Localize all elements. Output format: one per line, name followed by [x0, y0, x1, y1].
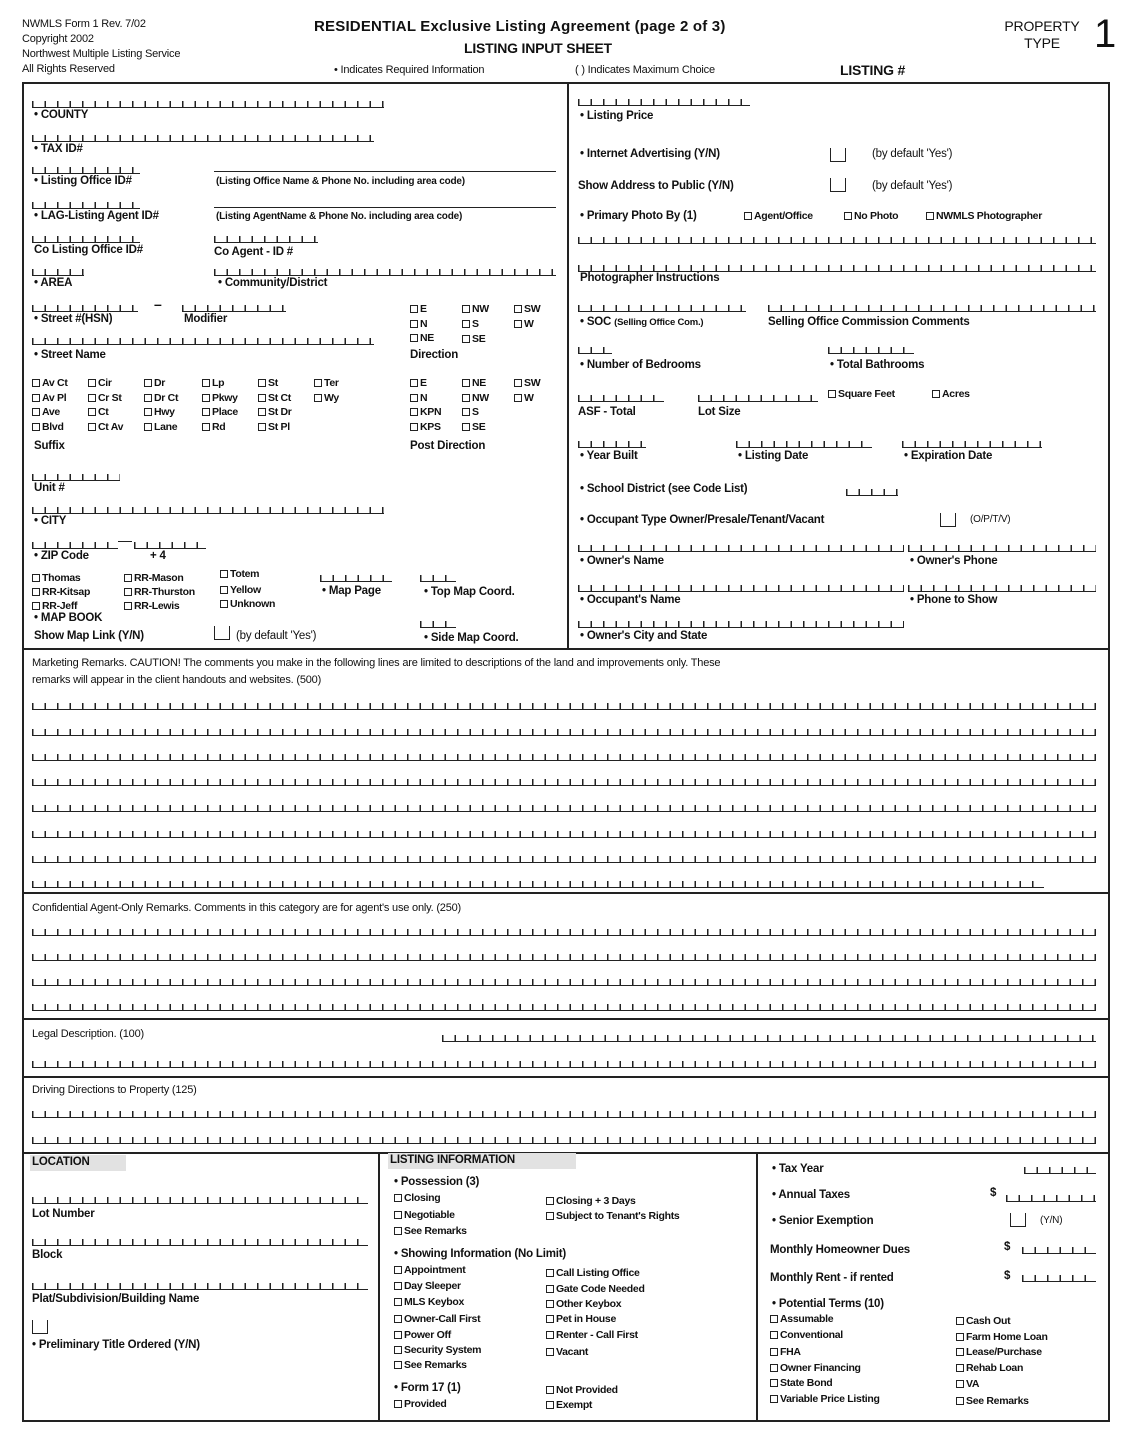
suffix-opt[interactable]: Wy	[314, 392, 339, 404]
column-divider	[756, 1152, 758, 1422]
suffix-opt[interactable]: Lp	[202, 377, 224, 389]
terms-opt[interactable]: Lease/Purchase	[956, 1346, 1042, 1358]
internet-input[interactable]	[830, 148, 846, 162]
post-direction-label: Post Direction	[410, 440, 486, 452]
listing-office-id-input[interactable]	[32, 158, 140, 174]
lag-name-label: (Listing AgentName & Phone No. including area code)	[216, 211, 463, 222]
map-page-label: • Map Page	[322, 585, 381, 597]
suffix-opt[interactable]: Place	[202, 406, 238, 418]
org-name: Northwest Multiple Listing Service	[22, 48, 181, 60]
showing-opt[interactable]: Vacant	[546, 1346, 588, 1358]
owner-city-input[interactable]	[578, 612, 904, 628]
soc-comments-label: Selling Office Commission Comments	[768, 316, 970, 328]
showing-opt[interactable]: Pet in House	[546, 1313, 616, 1325]
top-map-input[interactable]	[420, 566, 456, 582]
co-office-label: Co Listing Office ID#	[34, 244, 143, 256]
map-book-opt[interactable]: Unknown	[220, 598, 275, 610]
lag-name-line[interactable]	[214, 207, 556, 208]
year-built-input[interactable]	[578, 432, 646, 448]
show-map-input[interactable]	[214, 626, 230, 640]
zip-label: • ZIP Code	[34, 550, 89, 562]
possession-label: • Possession (3)	[394, 1176, 480, 1188]
phone-show-label: • Phone to Show	[910, 594, 998, 606]
bedrooms-label: • Number of Bedrooms	[580, 359, 701, 371]
map-book-opt[interactable]: RR-Jeff	[32, 600, 77, 612]
internet-default: (by default 'Yes')	[872, 148, 953, 160]
modifier-label: Modifier	[184, 313, 228, 325]
occupant-codes: (O/P/T/V)	[970, 514, 1011, 525]
sqft-opt[interactable]: Square Feet	[828, 388, 895, 400]
listing-info-heading: LISTING INFORMATION	[390, 1154, 516, 1166]
asf-label: ASF - Total	[578, 406, 636, 418]
rent-dollar: $	[1004, 1270, 1011, 1282]
owner-city-label: • Owner's City and State	[580, 630, 708, 642]
confidential-remarks-line[interactable]	[32, 945, 1096, 961]
map-book-opt[interactable]: Totem	[220, 568, 259, 580]
owner-name-input[interactable]	[578, 536, 904, 552]
suffix-opt[interactable]: Rd	[202, 421, 225, 433]
marketing-remarks-line[interactable]	[32, 770, 1096, 786]
suffix-opt[interactable]: Cir	[88, 377, 112, 389]
terms-label: • Potential Terms (10)	[772, 1298, 884, 1310]
location-heading: LOCATION	[32, 1156, 90, 1168]
terms-opt[interactable]: Cash Out	[956, 1315, 1010, 1327]
suffix-opt[interactable]: St	[258, 377, 278, 389]
listing-price-label: • Listing Price	[580, 110, 654, 122]
map-book-opt[interactable]: RR-Thurston	[124, 586, 195, 598]
marketing-remarks-line[interactable]	[32, 694, 1096, 710]
terms-opt[interactable]: See Remarks	[956, 1395, 1029, 1407]
map-book-opt[interactable]: RR-Lewis	[124, 600, 179, 612]
suffix-opt[interactable]: Ct	[88, 406, 108, 418]
showing-opt[interactable]: Appointment	[394, 1264, 465, 1276]
possession-opt[interactable]: Negotiable	[394, 1209, 455, 1221]
terms-opt[interactable]: Assumable	[770, 1313, 833, 1325]
suffix-opt[interactable]: St Ct	[258, 392, 291, 404]
lot-number-input[interactable]	[32, 1188, 368, 1204]
confidential-remarks-line[interactable]	[32, 970, 1096, 986]
occupant-name-label: • Occupant's Name	[580, 594, 681, 606]
expiration-date-input[interactable]	[902, 432, 1042, 448]
street-number-input[interactable]	[32, 296, 138, 312]
hoa-dollar: $	[1004, 1241, 1011, 1253]
unit-input[interactable]	[32, 465, 120, 481]
suffix-opt[interactable]: Lane	[144, 421, 177, 433]
street-name-label: • Street Name	[34, 349, 106, 361]
bedrooms-input[interactable]	[578, 338, 612, 354]
title-ordered-label: • Preliminary Title Ordered (Y/N)	[32, 1339, 200, 1351]
expiration-date-label: • Expiration Date	[904, 450, 993, 462]
map-book-opt[interactable]: Thomas	[32, 572, 80, 584]
post-direction-opt[interactable]: E	[410, 377, 427, 389]
marketing-remarks-label-2: remarks will appear in the client handouts and websites. (500)	[32, 674, 322, 686]
senior-exemption-label: • Senior Exemption	[772, 1215, 874, 1227]
senior-yn: (Y/N)	[1040, 1215, 1063, 1226]
area-input[interactable]	[32, 260, 84, 276]
max-choice-note: ( ) Indicates Maximum Choice	[575, 64, 715, 76]
form-subtitle: LISTING INPUT SHEET	[464, 40, 612, 56]
rent-label: Monthly Rent - if rented	[770, 1272, 894, 1284]
direction-nw[interactable]: NW	[462, 303, 489, 315]
terms-opt[interactable]: Owner Financing	[770, 1362, 861, 1374]
direction-label: Direction	[410, 349, 459, 361]
post-direction-opt[interactable]: NE	[462, 377, 486, 389]
post-direction-opt[interactable]: SE	[462, 421, 485, 433]
school-input[interactable]	[846, 480, 898, 496]
post-direction-opt[interactable]: NW	[462, 392, 489, 404]
suffix-opt[interactable]: Ave	[32, 406, 60, 418]
photographer-input-1[interactable]	[578, 228, 1096, 244]
form17-opt[interactable]: Not Provided	[546, 1384, 618, 1396]
year-built-label: • Year Built	[580, 450, 638, 462]
plat-label: Plat/Subdivision/Building Name	[32, 1293, 200, 1305]
modifier-input[interactable]	[182, 296, 286, 312]
lag-id-input[interactable]	[32, 193, 140, 209]
suffix-opt[interactable]: Av Pl	[32, 392, 66, 404]
showing-opt[interactable]: Owner-Call First	[394, 1313, 480, 1325]
co-agent-id-input[interactable]	[214, 227, 318, 243]
occupant-type-label: • Occupant Type Owner/Presale/Tenant/Vacant	[580, 514, 825, 526]
showing-label: • Showing Information (No Limit)	[394, 1248, 567, 1260]
block-label: Block	[32, 1249, 63, 1261]
map-book-opt[interactable]: RR-Mason	[124, 572, 184, 584]
showing-opt[interactable]: Gate Code Needed	[546, 1283, 645, 1295]
block-input[interactable]	[32, 1230, 368, 1246]
show-address-default: (by default 'Yes')	[872, 180, 953, 192]
co-office-id-input[interactable]	[32, 227, 140, 243]
co-agent-label: Co Agent - ID #	[214, 246, 293, 258]
side-map-input[interactable]	[420, 612, 456, 628]
photo-agent-opt[interactable]: Agent/Office	[744, 210, 813, 222]
lot-number-label: Lot Number	[32, 1208, 95, 1220]
listing-office-id-label: • Listing Office ID#	[34, 175, 132, 187]
direction-n[interactable]: N	[410, 318, 427, 330]
marketing-remarks-line[interactable]	[32, 872, 1044, 888]
suffix-opt[interactable]: Hwy	[144, 406, 175, 418]
photographer-label: Photographer Instructions	[580, 272, 720, 284]
showing-opt[interactable]: MLS Keybox	[394, 1296, 464, 1308]
community-input[interactable]	[214, 260, 556, 276]
asf-input[interactable]	[578, 386, 664, 402]
zip-dash	[118, 541, 132, 542]
school-label: • School District (see Code List)	[580, 483, 748, 495]
occupant-name-input[interactable]	[578, 576, 904, 592]
terms-opt[interactable]: State Bond	[770, 1377, 832, 1389]
acres-opt[interactable]: Acres	[932, 388, 970, 400]
phone-show-input[interactable]	[908, 576, 1096, 592]
showing-opt[interactable]: Renter - Call First	[546, 1329, 638, 1341]
lag-id-label: • LAG-Listing Agent ID#	[34, 210, 159, 222]
photo-none-opt[interactable]: No Photo	[844, 210, 898, 222]
marketing-remarks-line[interactable]	[32, 847, 1096, 863]
possession-opt[interactable]: Subject to Tenant's Rights	[546, 1210, 679, 1222]
direction-se[interactable]: SE	[462, 333, 485, 345]
street-name-input[interactable]	[32, 329, 374, 345]
post-direction-opt[interactable]: W	[514, 392, 534, 404]
marketing-remarks-line[interactable]	[32, 720, 1096, 736]
post-direction-opt[interactable]: SW	[514, 377, 540, 389]
showing-opt[interactable]: See Remarks	[394, 1359, 467, 1371]
county-label: • COUNTY	[34, 109, 89, 121]
suffix-opt[interactable]: Av Ct	[32, 377, 68, 389]
area-label: • AREA	[34, 277, 73, 289]
annual-taxes-label: • Annual Taxes	[772, 1189, 850, 1201]
post-direction-opt[interactable]: N	[410, 392, 427, 404]
terms-opt[interactable]: Variable Price Listing	[770, 1393, 880, 1405]
possession-opt[interactable]: Closing	[394, 1192, 440, 1204]
map-book-opt[interactable]: RR-Kitsap	[32, 586, 90, 598]
listing-office-name-line[interactable]	[214, 171, 556, 172]
suffix-opt[interactable]: St Pl	[258, 421, 290, 433]
bathrooms-label: • Total Bathrooms	[830, 359, 925, 371]
map-book-label: • MAP BOOK	[34, 612, 103, 624]
driving-directions-line[interactable]	[32, 1128, 1096, 1144]
confidential-remarks-line[interactable]	[32, 920, 1096, 936]
terms-opt[interactable]: Rehab Loan	[956, 1362, 1023, 1374]
column-divider	[378, 1152, 380, 1422]
marketing-remarks-line[interactable]	[32, 796, 1096, 812]
internet-label: • Internet Advertising (Y/N)	[580, 148, 720, 160]
suffix-opt[interactable]: Ct Av	[88, 421, 123, 433]
rights: All Rights Reserved	[22, 63, 115, 75]
dash: –	[154, 296, 162, 312]
form17-label: • Form 17 (1)	[394, 1382, 461, 1394]
map-book-opt[interactable]: Yellow	[220, 584, 261, 596]
primary-photo-label: • Primary Photo By (1)	[580, 210, 697, 222]
listing-number-label: LISTING #	[840, 62, 906, 78]
tax-year-input[interactable]	[1024, 1158, 1096, 1174]
legal-description-label: Legal Description. (100)	[32, 1028, 144, 1040]
direction-w[interactable]: W	[514, 318, 534, 330]
column-divider	[567, 82, 569, 648]
listing-date-label: • Listing Date	[738, 450, 809, 462]
top-map-label: • Top Map Coord.	[424, 586, 515, 598]
direction-sw[interactable]: SW	[514, 303, 540, 315]
marketing-remarks-line[interactable]	[32, 822, 1096, 838]
map-page-input[interactable]	[320, 566, 392, 582]
photographer-input-2[interactable]	[578, 256, 1096, 272]
listing-price-input[interactable]	[578, 90, 750, 106]
section-divider	[22, 892, 1110, 894]
direction-ne[interactable]: NE	[410, 332, 434, 344]
form17-opt[interactable]: Exempt	[546, 1399, 592, 1411]
terms-opt[interactable]: Farm Home Loan	[956, 1331, 1048, 1343]
annual-taxes-input[interactable]	[1006, 1186, 1096, 1202]
city-input[interactable]	[32, 498, 384, 514]
street-number-label: • Street #(HSN)	[34, 313, 113, 325]
owner-name-label: • Owner's Name	[580, 555, 664, 567]
post-direction-opt[interactable]: KPN	[410, 406, 441, 418]
possession-opt[interactable]: Closing + 3 Days	[546, 1195, 636, 1207]
zip4-input[interactable]	[134, 533, 206, 549]
possession-opt[interactable]: See Remarks	[394, 1225, 467, 1237]
tax-id-label: • TAX ID#	[34, 143, 83, 155]
plat-input[interactable]	[32, 1274, 368, 1290]
terms-opt[interactable]: FHA	[770, 1346, 801, 1358]
driving-directions-line[interactable]	[32, 1102, 1096, 1118]
confidential-remarks-line[interactable]	[32, 995, 1096, 1011]
hoa-input[interactable]	[1022, 1238, 1096, 1254]
listing-date-input[interactable]	[736, 432, 872, 448]
suffix-opt[interactable]: Cr St	[88, 392, 122, 404]
suffix-opt[interactable]: Dr Ct	[144, 392, 178, 404]
suffix-opt[interactable]: Pkwy	[202, 392, 238, 404]
suffix-opt[interactable]: St Dr	[258, 406, 292, 418]
hoa-label: Monthly Homeowner Dues	[770, 1244, 911, 1256]
marketing-remarks-label: Marketing Remarks. CAUTION! The comments you make in the following lines are limited to descriptions of the land and improvements only. These	[32, 657, 721, 669]
showing-opt[interactable]: Other Keybox	[546, 1298, 621, 1310]
show-map-default: (by default 'Yes')	[236, 630, 317, 642]
soc-label: • SOC	[580, 316, 612, 328]
post-direction-opt[interactable]: KPS	[410, 421, 441, 433]
showing-opt[interactable]: Call Listing Office	[546, 1267, 640, 1279]
suffix-opt[interactable]: Blvd	[32, 421, 64, 433]
showing-opt[interactable]: Day Sleeper	[394, 1280, 461, 1292]
form17-opt[interactable]: Provided	[394, 1398, 447, 1410]
lot-size-label: Lot Size	[698, 406, 741, 418]
direction-s[interactable]: S	[462, 318, 479, 330]
legal-description-line[interactable]	[32, 1052, 1096, 1068]
post-direction-opt[interactable]: S	[462, 406, 479, 418]
county-input[interactable]	[32, 92, 384, 108]
section-divider	[22, 1076, 1110, 1078]
soc-input[interactable]	[578, 296, 746, 312]
driving-directions-label: Driving Directions to Property (125)	[32, 1084, 197, 1096]
title-ordered-input[interactable]	[32, 1320, 48, 1334]
owner-phone-input[interactable]	[908, 536, 1096, 552]
tax-id-input[interactable]	[32, 126, 374, 142]
soc-sub-label: (Selling Office Com.)	[614, 317, 704, 328]
property-type-label: PROPERTY TYPE	[1004, 18, 1080, 51]
occupant-type-input[interactable]	[940, 513, 956, 527]
section-divider	[22, 648, 1110, 650]
show-address-label: Show Address to Public (Y/N)	[578, 180, 734, 192]
bathrooms-input[interactable]	[828, 338, 914, 354]
unit-label: Unit #	[34, 482, 65, 494]
suffix-opt[interactable]: Ter	[314, 377, 339, 389]
showing-opt[interactable]: Power Off	[394, 1329, 451, 1341]
side-map-label: • Side Map Coord.	[424, 632, 519, 644]
form-title: RESIDENTIAL Exclusive Listing Agreement (page 2 of 3)	[314, 18, 726, 35]
annual-taxes-dollar: $	[990, 1187, 997, 1199]
legal-description-line[interactable]	[442, 1026, 1096, 1042]
show-address-input[interactable]	[830, 178, 846, 192]
terms-opt[interactable]: VA	[956, 1378, 979, 1390]
community-label: • Community/District	[218, 277, 328, 289]
listing-office-name-label: (Listing Office Name & Phone No. including area code)	[216, 176, 465, 187]
owner-phone-label: • Owner's Phone	[910, 555, 998, 567]
confidential-remarks-label: Confidential Agent-Only Remarks. Comments in this category are for agent's use only. (250)	[32, 902, 461, 914]
showing-opt[interactable]: Security System	[394, 1344, 481, 1356]
rent-input[interactable]	[1022, 1266, 1096, 1282]
form-id: NWMLS Form 1 Rev. 7/02	[22, 18, 146, 30]
senior-exemption-input[interactable]	[1010, 1213, 1026, 1227]
lot-size-input[interactable]	[698, 386, 818, 402]
marketing-remarks-line[interactable]	[32, 745, 1096, 761]
copyright: Copyright 2002	[22, 33, 94, 45]
terms-opt[interactable]: Conventional	[770, 1329, 843, 1341]
soc-comments-input[interactable]	[768, 296, 1096, 312]
show-map-label: Show Map Link (Y/N)	[34, 630, 144, 642]
direction-e[interactable]: E	[410, 303, 427, 315]
property-type-number: 1	[1094, 12, 1117, 56]
suffix-label: Suffix	[34, 440, 65, 452]
section-divider	[22, 1018, 1110, 1020]
city-label: • CITY	[34, 515, 67, 527]
photo-nwmls-opt[interactable]: NWMLS Photographer	[926, 210, 1042, 222]
suffix-opt[interactable]: Dr	[144, 377, 165, 389]
zip-input[interactable]	[32, 533, 118, 549]
required-note: • Indicates Required Information	[334, 64, 485, 76]
tax-year-label: • Tax Year	[772, 1163, 824, 1175]
plus4-label: + 4	[150, 550, 166, 562]
